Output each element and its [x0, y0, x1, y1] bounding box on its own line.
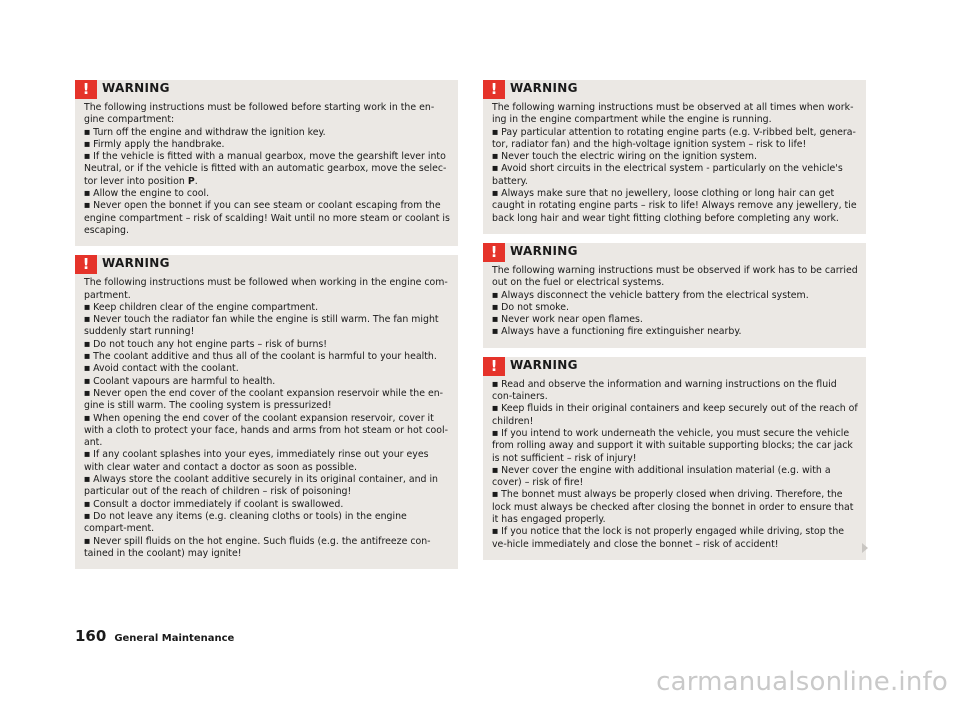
warning-title: WARNING	[510, 243, 578, 258]
list-item: ■ Always make sure that no jewellery, loose clothing or long hair can get caught in rotating engine parts – risk to life! Always remove any jewellery, tie back long hair and wear tight fitting clothing before completing any work.	[492, 188, 858, 225]
list-item: ■ Never spill fluids on the hot engine. Such fluids (e.g. the antifreeze con-tained in the coolant) may ignite!	[84, 536, 450, 561]
page-number: 160	[75, 627, 107, 645]
warning-title: WARNING	[102, 81, 170, 95]
continue-arrow-icon	[862, 543, 868, 553]
warning-title: WARNING	[102, 256, 170, 271]
left-column	[75, 80, 458, 578]
exclamation-icon: !	[483, 243, 505, 262]
warning-body	[483, 376, 866, 560]
list-item: ■ Never touch the electric wiring on the ignition system.	[492, 151, 858, 163]
section-title: General Maintenance	[114, 633, 235, 644]
list-item	[84, 151, 450, 188]
warning-box-engine-running	[483, 80, 866, 234]
list-item-end: .	[194, 175, 198, 187]
warning-box-fluids	[483, 357, 866, 560]
warning-header	[483, 243, 866, 262]
warning-intro: The following instructions must be followed before starting work in the en-gine compartment:	[84, 102, 435, 126]
list-item: ■ Coolant vapours are harmful to health.	[84, 376, 450, 388]
list-item: ■ Read and observe the information and warning instructions on the fluid con-tainers.	[492, 379, 858, 404]
list-item: ■ Always disconnect the vehicle battery from the electrical system.	[492, 290, 858, 302]
watermark: carmanualsonline.info	[656, 667, 948, 697]
list-item: ■ Always store the coolant additive securely in its original container, and in particular out of the reach of children – risk of poisoning!	[84, 474, 450, 499]
list-item: ■ Keep fluids in their original containers and keep securely out of the reach of children!	[492, 403, 858, 428]
page-footer	[75, 627, 234, 645]
warning-header	[483, 80, 866, 99]
selector-position-letter: P	[187, 175, 195, 187]
list-item: ■ Never touch the radiator fan while the engine is still warm. The fan might suddenly start running!	[84, 314, 450, 339]
warning-body	[75, 99, 458, 246]
list-item: ■ Consult a doctor immediately if coolant is swallowed.	[84, 499, 450, 511]
list-item: ■ Never cover the engine with additional insulation material (e.g. with a cover) – risk of fire!	[492, 465, 858, 490]
warning-box-before-work	[75, 80, 458, 246]
list-item: ■ Keep children clear of the engine compartment.	[84, 302, 450, 314]
list-item: ■ Pay particular attention to rotating engine parts (e.g. V-ribbed belt, genera-tor, radiator fan) and the high-voltage ignition system – risk to life!	[492, 127, 858, 152]
warning-header	[75, 255, 458, 274]
warning-header	[483, 357, 866, 376]
warning-body	[483, 262, 866, 348]
right-column	[483, 80, 866, 569]
warning-header	[75, 80, 458, 99]
list-item: ■ Never open the end cover of the coolant expansion reservoir while the en-gine is still warm. The cooling system is pressurized!	[84, 388, 450, 413]
warning-body	[75, 274, 458, 569]
warning-title: WARNING	[510, 81, 578, 95]
list-item: ■ Firmly apply the handbrake.	[84, 139, 450, 151]
exclamation-icon: !	[75, 80, 97, 99]
warning-box-engine-compartment	[75, 255, 458, 569]
list-item: ■ The coolant additive and thus all of the coolant is harmful to your health.	[84, 351, 450, 363]
list-item: ■ Do not touch any hot engine parts – risk of burns!	[84, 339, 450, 351]
list-item: ■ Always have a functioning fire extinguisher nearby.	[492, 326, 858, 338]
list-item: ■ If you intend to work underneath the vehicle, you must secure the vehicle from rolling away and support it with suitable supporting blocks; the car jack is not sufficient – risk of injury!	[492, 428, 858, 465]
list-item: ■ Turn off the engine and withdraw the ignition key.	[84, 127, 450, 139]
list-item: ■ Never work near open flames.	[492, 314, 858, 326]
exclamation-icon: !	[483, 357, 505, 376]
list-item: ■ Do not smoke.	[492, 302, 858, 314]
warning-intro: The following warning instructions must be observed if work has to be carried out on the fuel or electrical systems.	[492, 264, 858, 289]
list-item: ■ When opening the end cover of the coolant expansion reservoir, cover it with a cloth to protect your face, hands and arms from hot steam or hot cool-ant.	[84, 413, 450, 450]
list-item: ■ Do not leave any items (e.g. cleaning cloths or tools) in the engine compart-ment.	[84, 511, 450, 536]
list-item: ■ If you notice that the lock is not properly engaged while driving, stop the ve-hicle immediately and close the bonnet – risk of accident!	[492, 526, 858, 551]
list-item: ■ Avoid short circuits in the electrical system - particularly on the vehicle's battery.	[492, 163, 858, 188]
list-item: ■ Never open the bonnet if you can see steam or coolant escaping from the engine compartment – risk of scalding! Wait until no more steam or coolant is escaping.	[84, 200, 450, 237]
warning-intro: The following warning instructions must be observed at all times when work-ing in the engine compartment while the engine is running.	[492, 102, 854, 126]
list-item: ■ Avoid contact with the coolant.	[84, 363, 450, 375]
warning-intro: The following instructions must be followed when working in the engine com-partment.	[84, 277, 448, 301]
list-item: ■ The bonnet must always be properly closed when driving. Therefore, the lock must always be checked after closing the bonnet in order to ensure that it has engaged properly.	[492, 489, 858, 526]
list-item: ■ If any coolant splashes into your eyes, immediately rinse out your eyes with clear water and contact a doctor as soon as possible.	[84, 449, 450, 474]
warning-box-fuel-electrical	[483, 243, 866, 348]
warning-title: WARNING	[510, 357, 578, 372]
list-item-text: If the vehicle is fitted with a manual gearbox, move the gearshift lever into Neutral, or if the vehicle is fitted with an automatic gearbox, move the selec-tor lever into position	[84, 151, 447, 187]
exclamation-icon: !	[483, 80, 505, 99]
warning-body	[483, 99, 866, 234]
exclamation-icon: !	[75, 255, 97, 274]
list-item: ■ Allow the engine to cool.	[84, 188, 450, 200]
